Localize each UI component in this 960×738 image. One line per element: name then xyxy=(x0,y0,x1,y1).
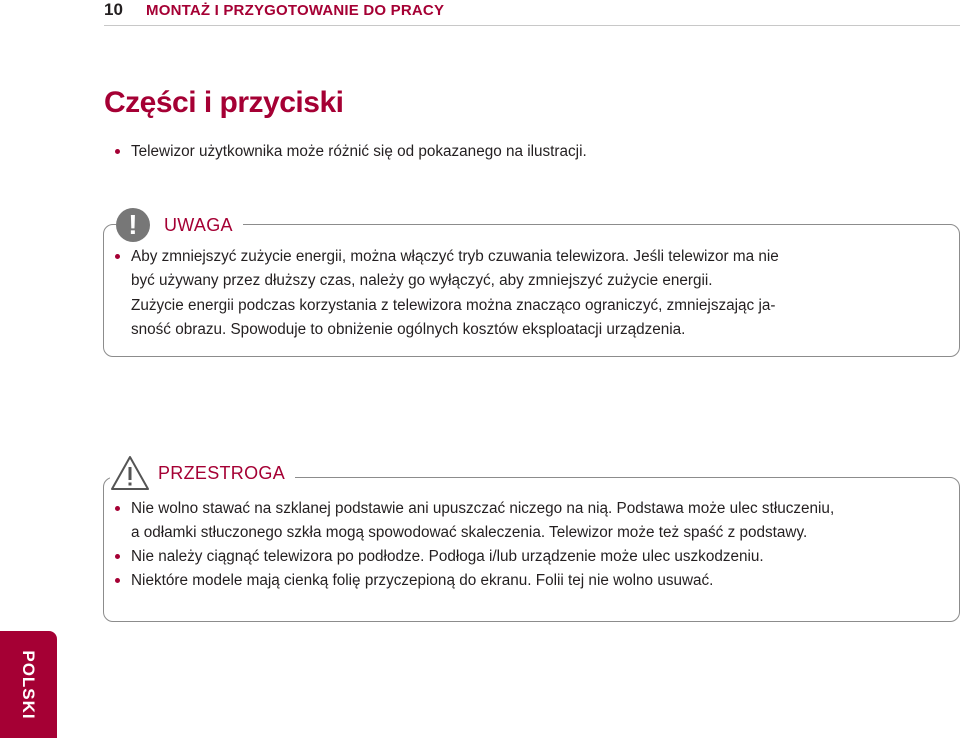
bullet-dot xyxy=(115,506,120,511)
section-title: MONTAŻ I PRZYGOTOWANIE DO PRACY xyxy=(146,2,445,19)
bullet-dot xyxy=(115,578,120,583)
intro-text: Telewizor użytkownika może różnić się od pokazanego na ilustracji. xyxy=(131,143,587,160)
bullet-dot xyxy=(115,254,120,259)
exclamation-icon: ! xyxy=(116,208,150,242)
header-divider xyxy=(104,25,960,26)
caution-line-1: Aby zmniejszyć zużycie energii, można włączyć tryb czuwania telewizora. Jeśli telewizor ma nie xyxy=(131,248,779,265)
page-title: Części i przyciski xyxy=(104,86,344,119)
caution-label: UWAGA xyxy=(164,214,233,235)
warning-line-3: Nie należy ciągnąć telewizora po podłodze. Podłoga i/lub urządzenie może ulec uszkodzeniu. xyxy=(131,548,764,565)
bullet-dot xyxy=(115,149,120,154)
caution-line-2: być używany przez dłuższy czas, należy go wyłączyć, aby zmniejszyć zużycie energii. xyxy=(131,272,713,289)
bullet-dot xyxy=(115,554,120,559)
warning-triangle-icon xyxy=(110,455,150,491)
warning-line-2: a odłamki stłuczonego szkła mogą spowodować skaleczenia. Telewizor może też spaść z podstawy. xyxy=(131,524,808,541)
warning-line-4: Niektóre modele mają cienką folię przyczepioną do ekranu. Folii tej nie wolno usuwać. xyxy=(131,572,714,589)
warning-line-1: Nie wolno stawać na szklanej podstawie ani upuszczać niczego na nią. Podstawa może ulec stłuczeniu, xyxy=(131,500,835,517)
caution-line-3: Zużycie energii podczas korzystania z telewizora można znacząco ograniczyć, zmniejszając ja- xyxy=(131,297,776,314)
warning-label: PRZESTROGA xyxy=(158,462,286,483)
caution-heading xyxy=(116,208,243,242)
language-tab-label: POLSKI xyxy=(19,650,38,720)
caution-line-4: sność obrazu. Spowoduje to obniżenie ogólnych kosztów eksploatacji urządzenia. xyxy=(131,321,686,338)
page-number: 10 xyxy=(104,0,123,19)
warning-heading xyxy=(110,455,295,491)
language-tab xyxy=(0,631,57,738)
